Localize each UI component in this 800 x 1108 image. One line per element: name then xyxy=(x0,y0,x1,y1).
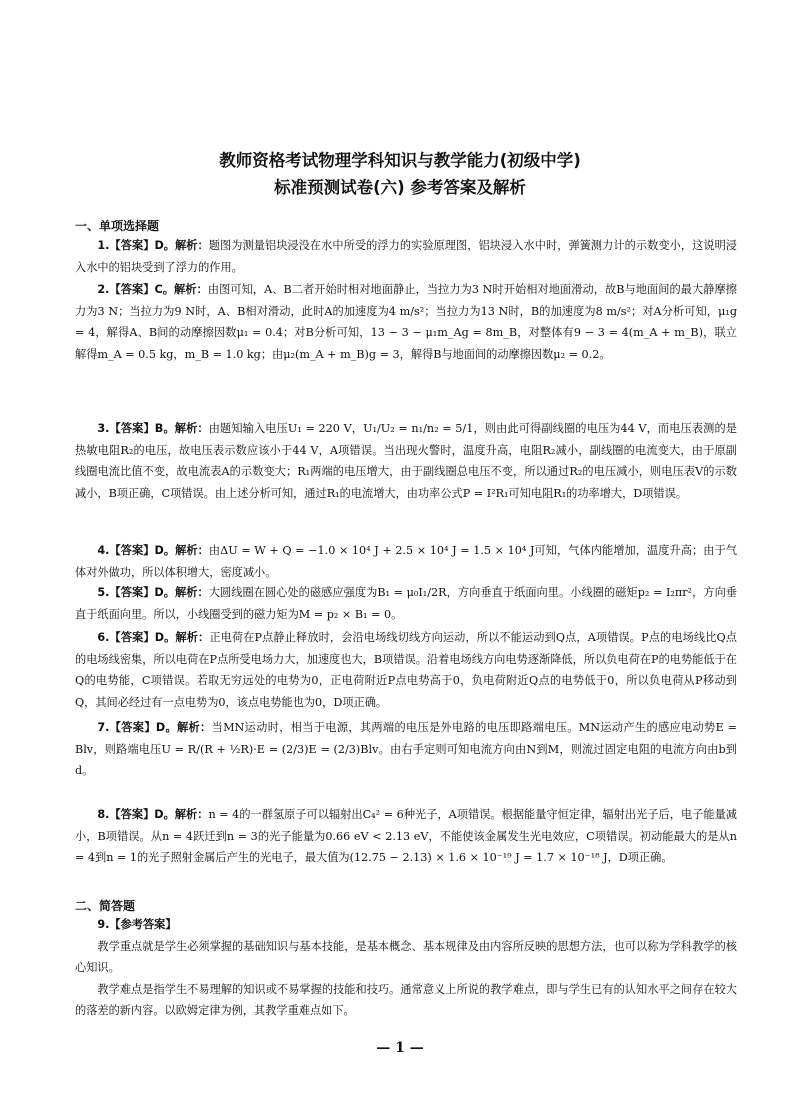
answer-label: 5.【答案】D。解析： xyxy=(97,586,209,599)
answer-q7 xyxy=(75,717,737,782)
answer-q6 xyxy=(75,627,737,713)
answer-label: 6.【答案】D。解析： xyxy=(97,631,210,644)
answer-text: 大圆线圈在圆心处的磁感应强度为B₁ = μ₀I₁/2R，方向垂直于纸面向里。小线圈的磁矩p₂ = I₂πr²，方向垂直于纸面向里。所以，小线圈受到的磁力矩为M = p₂ × B₁ = 0。 xyxy=(75,586,737,621)
answer-label: 1.【答案】D。解析： xyxy=(97,239,209,252)
answer-text: 教学重点就是学生必须掌握的基础知识与基本技能，是基本概念、基本规律及由内容所反映的思想方法，也可以称为学科教学的核心知识。 xyxy=(75,939,737,974)
answer-q4 xyxy=(75,540,737,583)
answer-text: 题图为测量铝块浸没在水中所受的浮力的实验原理图，铝块浸入水中时，弹簧测力计的示数变小，这说明浸入水中的铝块受到了浮力的作用。 xyxy=(75,239,737,274)
answer-text: 教学难点是指学生不易理解的知识或不易掌握的技能和技巧。通常意义上所说的教学难点，即与学生已有的认知水平之间存在较大的落差的新内容。以欧姆定律为例，其教学重难点如下。 xyxy=(75,982,737,1017)
page-title: 教师资格考试物理学科知识与教学能力(初级中学) xyxy=(219,151,581,170)
answer-text: 当MN运动时，相当于电源，其两端的电压是外电路的电压即路端电压。MN运动产生的感应电动势E = Blv，则路端电压U = R/(R + ½R)·E = (2/3)E = (2/3)Blv。由右手定则可知电流方向由N到M，则流过固定电阻的电流方向由b到d。 xyxy=(75,721,738,777)
answer-text: 由题知输入电压U₁ = 220 V，U₁/U₂ = n₁/n₂ = 5/1，则由此可得副线圈的电压为44 V，而电压表测的是热敏电阻R₂的电压，故电压表示数应该小于44 V，A项错误。当出现火警时，温度升高，电阻R₂减小，副线圈的电流变大，由于原副线圈电流比值不变，故电流表A的示数变大；R₁两端的电压增大，由于副线圈总电压不变，所以通过R₂的电压减小，则电压表V的示数减小，B项正确，C项错误。由上述分析可知，通过R₁的电流增大，由功率公式P = I²R₁可知电阻R₁的功率增大，D项错误。 xyxy=(75,422,737,500)
section-heading-short-answer: 二、简答题 xyxy=(75,899,136,913)
answer-text: 由ΔU = W + Q = −1.0 × 10⁴ J + 2.5 × 10⁴ J = 1.5 × 10⁴ J可知，气体内能增加，温度升高；由于气体对外做功，所以体积增大，密度减小。 xyxy=(75,544,738,579)
answer-q1 xyxy=(75,235,737,278)
answer-label: 3.【答案】B。解析： xyxy=(97,422,209,435)
answer-label: 9.【参考答案】 xyxy=(97,918,177,931)
answer-text: n = 4的一群氢原子可以辐射出C₄² = 6种光子，A项错误。根据能量守恒定律，辐射出光子后，电子能量减小，B项错误。从n = 4跃迁到n = 3的光子能量为0.66 eV < 2.13 eV，不能使该金属发生光电效应，C项错误。初动能最大的是从n = 4到n = 1的光子照射金属后产生的光电子，最大值为(12.75 − 2.13) × 1.6 × 10⁻¹⁹ J = 1.7 × 10⁻¹⁸ J，D项正确。 xyxy=(75,808,737,864)
answer-text: 由图可知，A、B二者开始时相对地面静止，当拉力为3 N时开始相对地面滑动，故B与地面间的最大静摩擦力为3 N；当拉力为9 N时，A、B相对滑动，此时A的加速度为4 m/s²；当拉力为13 N时，B的加速度为8 m/s²；对A分析可知，μ₁g = 4，解得A、B间的动摩擦因数μ₁ = 0.4；对B分析可知，13 − 3 − μ₁m_Ag = 8m_B，对整体有9 − 3 = 4(m_A + m_B)，联立解得m_A = 0.5 kg，m_B = 1.0 kg；由μ₂(m_A + m_B)g = 3，解得B与地面间的动摩擦因数μ₂ = 0.2。 xyxy=(75,283,737,361)
answer-label: 2.【答案】C。解析： xyxy=(97,283,208,296)
page-subtitle: 标准预测试卷(六) 参考答案及解析 xyxy=(274,178,526,197)
answer-q3 xyxy=(75,418,737,504)
answer-label: 8.【答案】D。解析： xyxy=(97,808,209,821)
answer-q2 xyxy=(75,279,737,365)
answer-q8 xyxy=(75,804,737,869)
answer-q5 xyxy=(75,582,737,625)
answer-label: 4.【答案】D。解析： xyxy=(97,544,209,557)
answer-label: 7.【答案】D。解析： xyxy=(97,721,212,734)
page-number: — 1 — xyxy=(376,1040,424,1056)
section-heading-choice: 一、单项选择题 xyxy=(75,219,160,233)
answer-text: 正电荷在P点静止释放时，会沿电场线切线方向运动，所以不能运动到Q点，A项错误。P点的电场线比Q点的电场线密集，所以电荷在P点所受电场力大，加速度也大，B项错误。沿着电场线方向电势逐渐降低，所以负电荷在P的电势能低于在Q的电势能，C项错误。若取无穷远处的电势为0，正电荷附近P点电势高于0，负电荷附近Q点的电势低于0，所以负电荷从P移动到Q，其间必经过有一点电势为0，该点电势能也为0，D项正确。 xyxy=(75,631,737,709)
answer-q9 xyxy=(75,914,737,1022)
